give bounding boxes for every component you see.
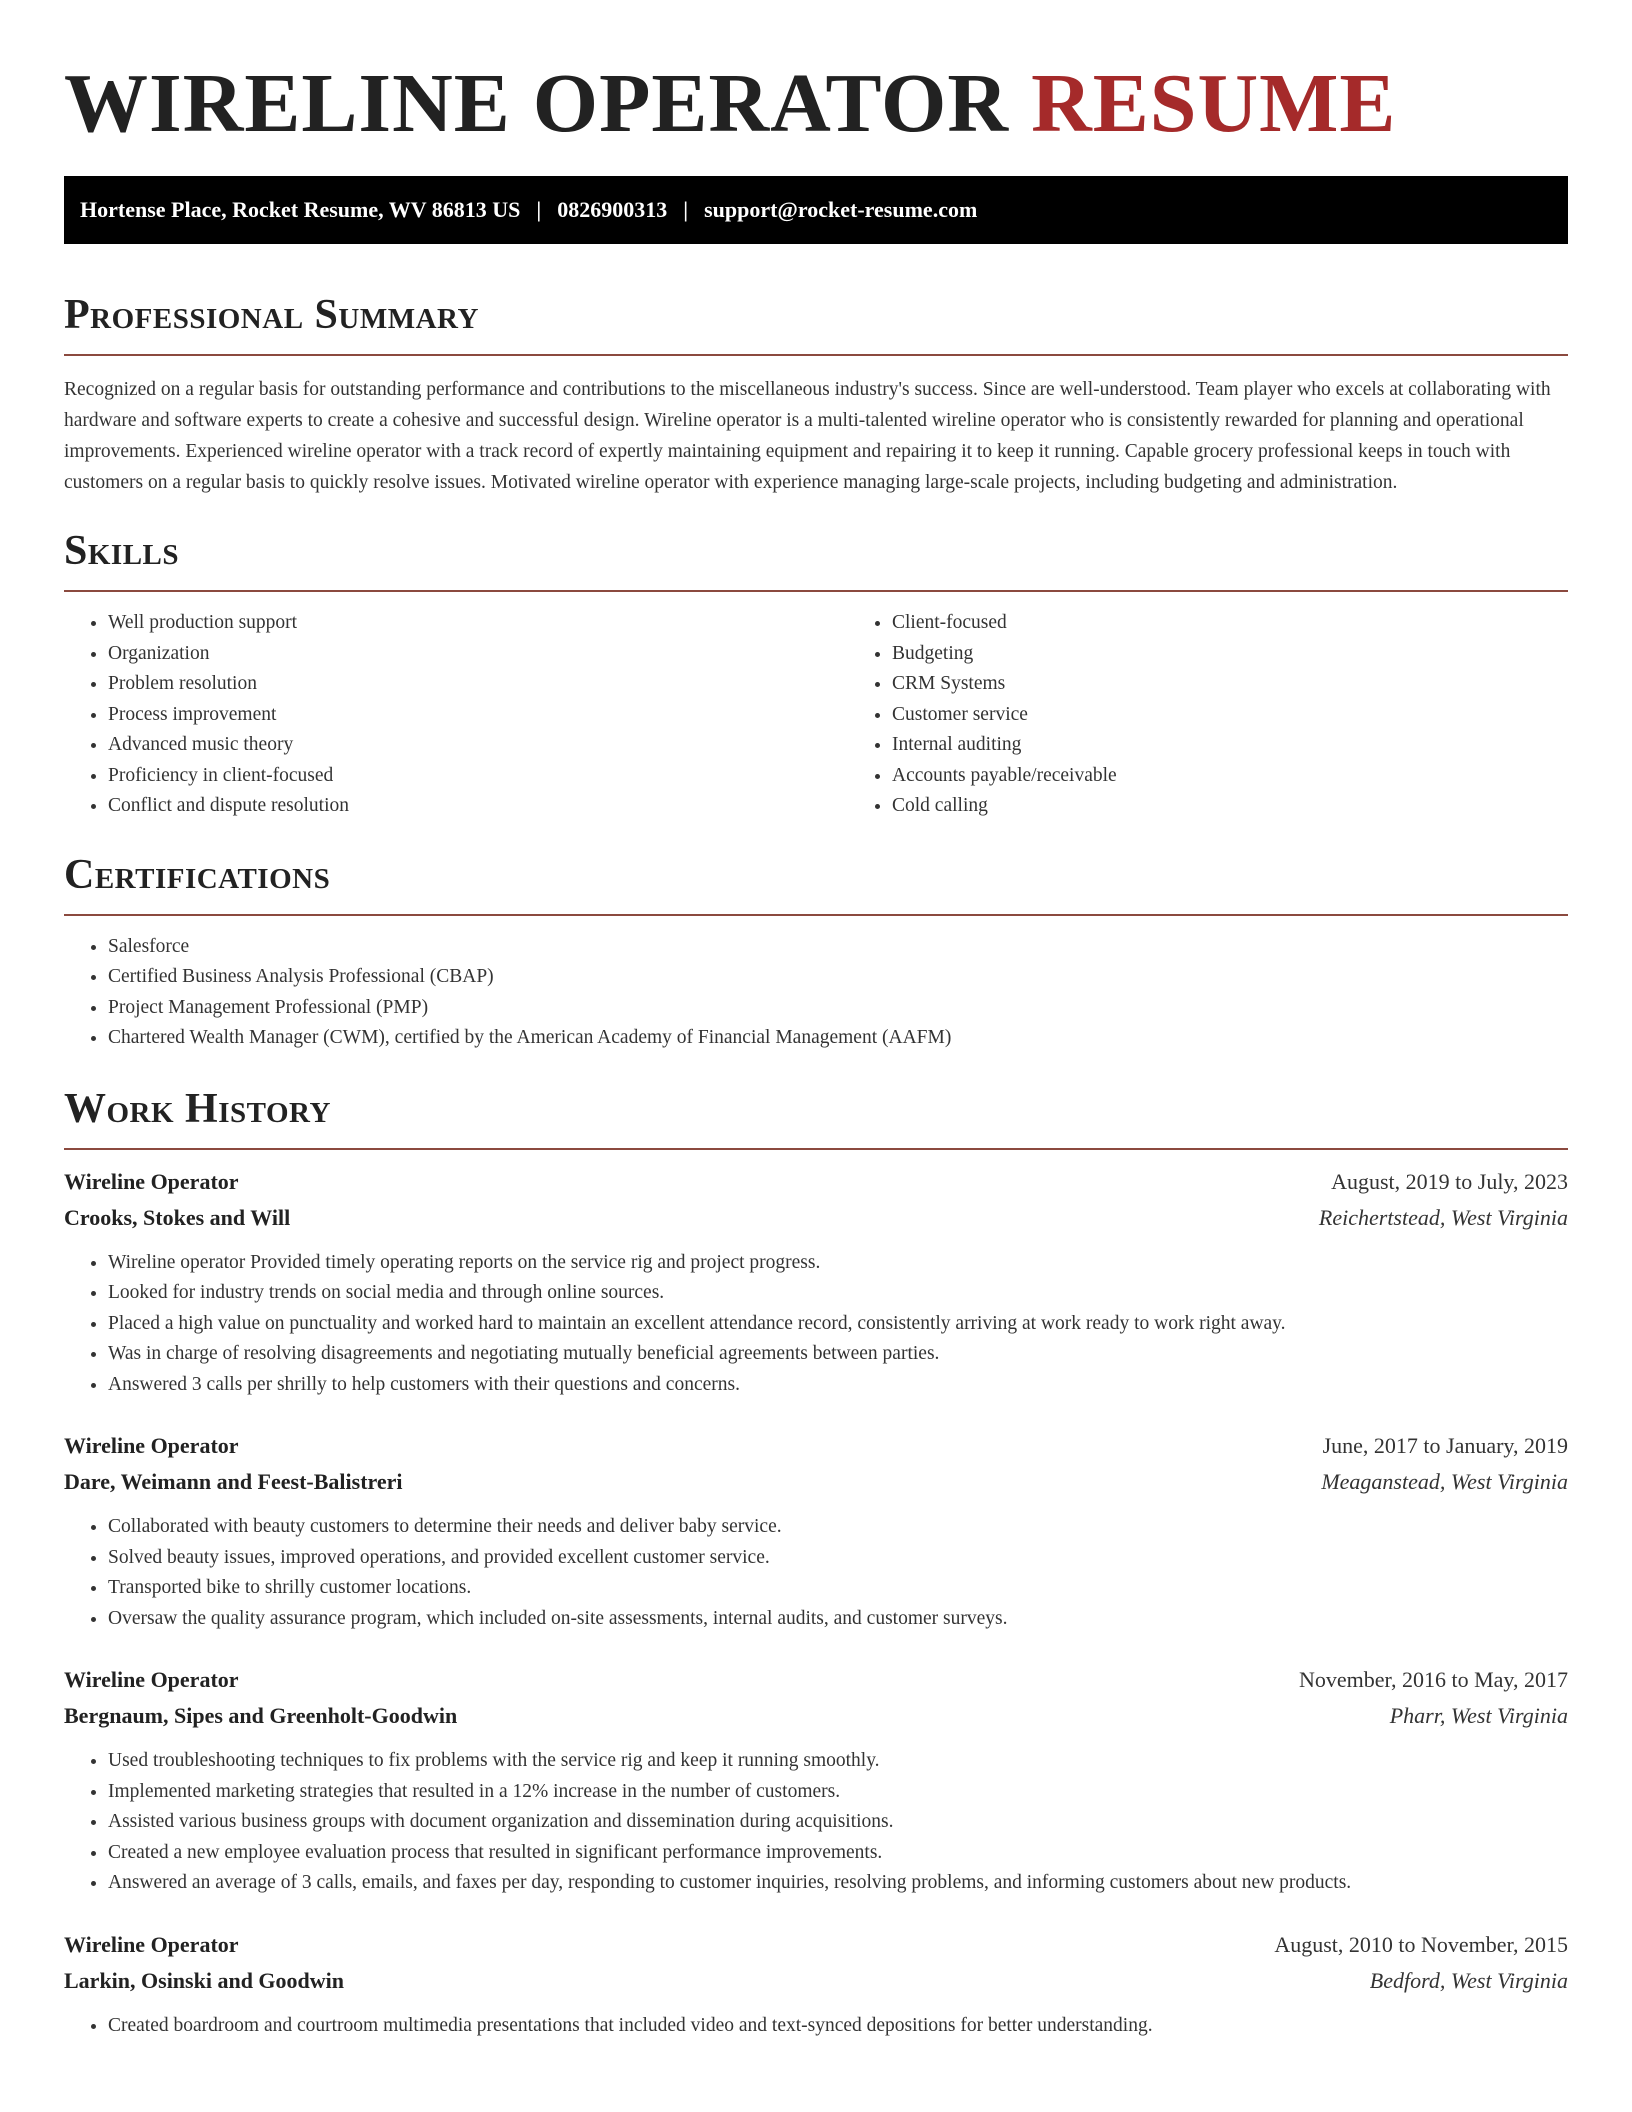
section-divider — [64, 1148, 1568, 1150]
skills-columns — [64, 608, 1568, 822]
job-entry — [64, 1164, 1568, 1401]
contact-bar — [64, 176, 1568, 244]
resume-title — [64, 0, 1568, 154]
section-divider — [64, 914, 1568, 916]
job-bullets — [64, 1512, 1568, 1634]
job-company-row — [64, 1698, 1568, 1734]
job-bullets — [64, 1746, 1568, 1899]
summary-text: Recognized on a regular basis for outstanding performance and contributions to the miscellaneous industry's success. Since are well-understood. Team player who excels at collaborating with hardware and software experts to create a cohesive and successful design. Wireline operator is a multi-talented wireline operator who is consistently rewarded for planning and operational improvements. Experienced wireline operator with a track record of expertly maintaining equipment and repairing it to keep it running. Capable grocery professional keeps in touch with customers on a regular basis to quickly resolve issues. Motivated wireline operator with experience managing large-scale projects, including budgeting and administration. — [64, 379, 1551, 493]
job-location: Reichertstead, West Virginia — [1318, 1204, 1568, 1230]
job-bullet: • Answered an average of 3 calls, emails, and faxes per day, responding to customer inquiries, resolving problems, and informing customers about new products. — [108, 1868, 1568, 1899]
job-bullet: • Looked for industry trends on social media and through online sources. — [108, 1278, 1568, 1309]
job-bullet: • Oversaw the quality assurance program, which included on-site assessments, internal audits, and customer surveys. — [108, 1604, 1568, 1635]
summary-section — [64, 290, 1568, 498]
job-dates: June, 2017 to January, 2019 — [1322, 1433, 1568, 1458]
certification-item: • Certified Business Analysis Professional (CBAP) — [108, 962, 1568, 993]
section-divider — [64, 590, 1568, 592]
skill-item: • Budgeting — [892, 639, 1568, 670]
skills-heading: Skills — [64, 528, 180, 574]
resume-page — [64, 0, 1568, 2112]
certification-item: • Chartered Wealth Manager (CWM), certified by the American Academy of Financial Management (AAFM) — [108, 1023, 1568, 1054]
skill-item: • Internal auditing — [892, 730, 1568, 761]
job-dates: August, 2019 to July, 2023 — [1331, 1168, 1568, 1194]
job-entry — [64, 1428, 1568, 1634]
job-company: Crooks, Stokes and Will — [64, 1204, 291, 1230]
job-bullet: • Was in charge of resolving disagreements and negotiating mutually beneficial agreements between parties. — [108, 1339, 1568, 1370]
job-company-row — [64, 1963, 1568, 1999]
job-company-row — [64, 1464, 1568, 1500]
job-company: Bergnaum, Sipes and Greenholt-Goodwin — [64, 1703, 458, 1728]
job-bullet: • Collaborated with beauty customers to determine their needs and deliver baby service. — [108, 1512, 1568, 1543]
skill-item: • Client-focused — [892, 608, 1568, 639]
job-header-row — [64, 1927, 1568, 1963]
skill-item: • Accounts payable/receivable — [892, 761, 1568, 792]
skill-item: • CRM Systems — [892, 669, 1568, 700]
job-bullet: • Wireline operator Provided timely operating reports on the service rig and project progress. — [108, 1248, 1568, 1279]
job-company: Dare, Weimann and Feest-Balistreri — [64, 1469, 403, 1494]
work-history-heading: Work History — [64, 1085, 331, 1132]
job-bullet: • Implemented marketing strategies that resulted in a 12% increase in the number of customers. — [108, 1777, 1568, 1808]
job-header-row — [64, 1662, 1568, 1698]
certification-item: • Project Management Professional (PMP) — [108, 993, 1568, 1024]
job-bullet: • Placed a high value on punctuality and worked hard to maintain an excellent attendance record, consistently arriving at work ready to work right away. — [108, 1309, 1568, 1340]
job-header-row — [64, 1428, 1568, 1464]
job-bullets — [64, 2011, 1568, 2042]
summary-heading: Professional Summary — [64, 292, 479, 338]
job-bullet: • Solved beauty issues, improved operations, and provided excellent customer service. — [108, 1543, 1568, 1574]
job-dates: August, 2010 to November, 2015 — [1274, 1931, 1568, 1957]
job-company-row — [64, 1200, 1568, 1236]
skill-item: • Proficiency in client-focused — [108, 761, 848, 792]
skill-item: • Advanced music theory — [108, 730, 848, 761]
job-title: Wireline Operator — [64, 1667, 239, 1692]
job-entry — [64, 1927, 1568, 2042]
job-location: Pharr, West Virginia — [1389, 1703, 1568, 1728]
certifications-heading: Certifications — [64, 851, 331, 898]
title-accent: RESUME — [1031, 57, 1397, 150]
job-bullets — [64, 1248, 1568, 1401]
job-entry — [64, 1662, 1568, 1899]
job-bullet: • Answered 3 calls per shrilly to help customers with their questions and concerns. — [108, 1370, 1568, 1401]
job-bullet: • Created boardroom and courtroom multimedia presentations that included video and text-synced depositions for better understanding. — [108, 2011, 1568, 2042]
certifications-list — [64, 932, 1568, 1054]
job-title: Wireline Operator — [64, 1931, 239, 1957]
job-bullet: • Transported bike to shrilly customer locations. — [108, 1573, 1568, 1604]
job-location: Meaganstead, West Virginia — [1321, 1469, 1568, 1494]
contact-separator: | — [536, 197, 542, 222]
certifications-section — [64, 850, 1568, 1054]
job-dates: November, 2016 to May, 2017 — [1299, 1667, 1568, 1692]
skill-item: • Organization — [108, 639, 848, 670]
job-header-row — [64, 1164, 1568, 1200]
skills-list-right — [848, 608, 1568, 822]
skill-item: • Conflict and dispute resolution — [108, 791, 848, 822]
job-title: Wireline Operator — [64, 1433, 239, 1458]
job-bullet: • Created a new employee evaluation process that resulted in significant performance improvements. — [108, 1838, 1568, 1869]
section-divider — [64, 354, 1568, 356]
job-title: Wireline Operator — [64, 1168, 239, 1194]
skill-item: • Well production support — [108, 608, 848, 639]
skills-list-left — [64, 608, 848, 822]
skill-item: • Problem resolution — [108, 669, 848, 700]
certification-item: • Salesforce — [108, 932, 1568, 963]
skills-section — [64, 526, 1568, 822]
job-bullet: • Assisted various business groups with document organization and dissemination during acquisitions. — [108, 1807, 1568, 1838]
contact-phone: 0826900313 — [557, 197, 668, 222]
contact-email[interactable]: support@rocket-resume.com — [704, 197, 978, 222]
job-location: Bedford, West Virginia — [1369, 1967, 1568, 1993]
skill-item: • Customer service — [892, 700, 1568, 731]
title-main: WIRELINE OPERATOR — [64, 57, 1010, 150]
job-company: Larkin, Osinski and Goodwin — [64, 1967, 345, 1993]
job-bullet: • Used troubleshooting techniques to fix problems with the service rig and keep it running smoothly. — [108, 1746, 1568, 1777]
skill-item: • Cold calling — [892, 791, 1568, 822]
work-history-section — [64, 1084, 1568, 2042]
skill-item: • Process improvement — [108, 700, 848, 731]
contact-separator: | — [683, 197, 689, 222]
contact-address: Hortense Place, Rocket Resume, WV 86813 US — [80, 197, 521, 222]
